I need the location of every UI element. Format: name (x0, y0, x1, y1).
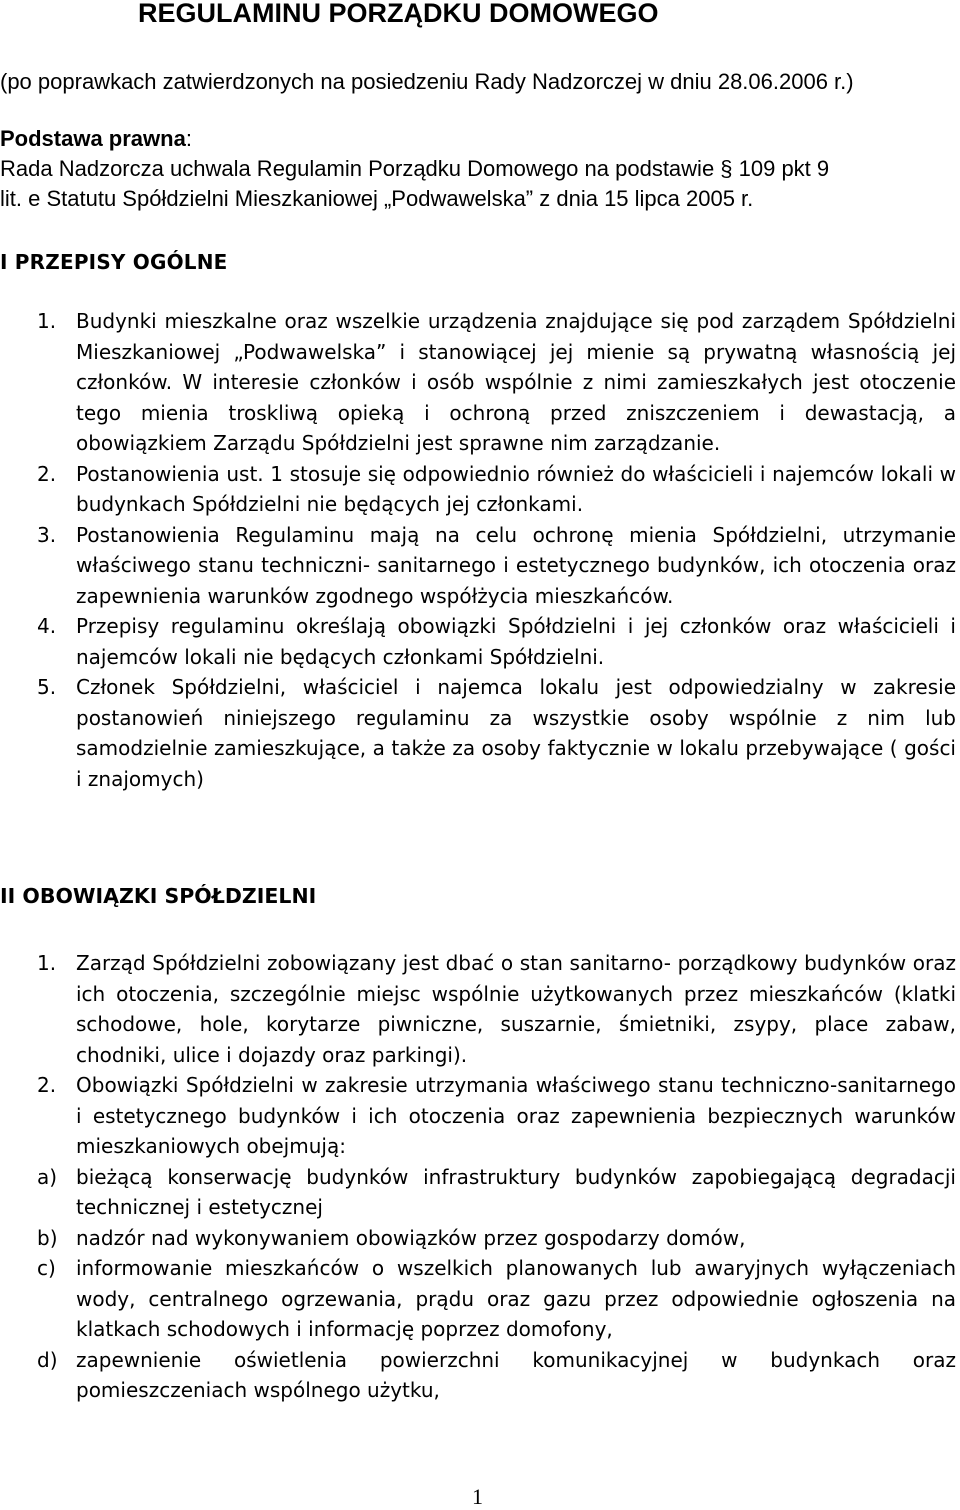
list-item-text: Przepisy regulaminu określają obowiązki Spółdzielni i jej członków oraz właścicieli i najemców lokali nie będących członkami Spółdzielni. (76, 614, 956, 669)
list-item-number: 4. (37, 614, 57, 638)
list-item-letter: c) (37, 1256, 56, 1280)
page-number: 1 (472, 1484, 483, 1509)
list-item-letter: a) (37, 1164, 58, 1189)
list-item-text: nadzór nad wykonywaniem obowiązków przez gospodarzy domów, (76, 1225, 746, 1250)
list-item-text: zapewnienie oświetlenia powierzchni komunikacyjnej w budynkach oraz pomieszczeniach wspólnego użytku, (76, 1347, 956, 1402)
list-item (0, 520, 956, 612)
document-subtitle: (po poprawkach zatwierdzonych na posiedzeniu Rady Nadzorczej w dniu 28.06.2006 r.) (0, 69, 854, 94)
list-item-text: bieżącą konserwację budynków infrastruktury budynków zapobiegającą degradacji technicznej i estetycznej (76, 1164, 956, 1219)
list-item-letter: d) (37, 1347, 58, 1372)
list-item-text: informowanie mieszkańców o wszelkich planowanych lub awaryjnych wyłączeniach wody, centralnego ogrzewania, prądu oraz gazu przez odpowiednie ogłoszenia na klatkach schodowych i informację poprzez domofony, (76, 1256, 956, 1341)
section-1-list (0, 306, 956, 794)
section-1-heading: I PRZEPISY OGÓLNE (0, 250, 228, 274)
section-2-heading: II OBOWIĄZKI SPÓŁDZIELNI (0, 884, 317, 908)
list-item-text: Postanowienia Regulaminu mają na celu ochronę mienia Spółdzielni, utrzymanie właściwego stanu techniczni- sanitarnego i estetycznego budynków, ich otoczenia oraz zapewnienia warunków zgodnego współżycia mieszkańców. (76, 522, 956, 608)
list-item-text: Obowiązki Spółdzielni w zakresie utrzymania właściwego stanu techniczno-sanitarnego i estetycznego budynków i ich otoczenia oraz zapewnienia bezpiecznych warunków mieszkaniowych obejmują: (76, 1073, 956, 1158)
list-item-number: 2. (37, 1073, 57, 1097)
legal-basis-line-2: lit. e Statutu Spółdzielni Mieszkaniowej „Podwawelska” z dnia 15 lipca 2005 r. (0, 186, 754, 211)
list-item-number: 3. (37, 522, 57, 547)
legal-basis-heading-text: Podstawa prawna (0, 126, 186, 151)
list-item (0, 306, 956, 459)
list-item (0, 1070, 956, 1162)
list-item (0, 1253, 956, 1345)
list-item-text: Członek Spółdzielni, właściciel i najemca lokalu jest odpowiedzialny w zakresie postanowień niniejszego regulaminu za wszystkie osoby wspólnie z nim lub samodzielnie zamieszkujące, a także za osoby faktycznie w lokalu przebywające ( gości i znajomych) (76, 675, 956, 791)
list-item-letter: b) (37, 1225, 58, 1250)
legal-basis-line-1: Rada Nadzorcza uchwala Regulamin Porządku Domowego na podstawie § 109 pkt 9 (0, 156, 830, 181)
section-2-list (0, 948, 956, 1406)
list-item-text: Postanowienia ust. 1 stosuje się odpowiednio również do właścicieli i najemców lokali w budynkach Spółdzielni nie będących jej członkami. (76, 461, 956, 516)
list-item-number: 5. (37, 675, 57, 699)
list-item-text: Zarząd Spółdzielni zobowiązany jest dbać o stan sanitarno- porządkowy budynków oraz ich otoczenia, szczególnie miejsc wspólnie użytkowanych przez mieszkańców (klatki schodowe, hole, korytarze piwniczne, suszarnie, śmietniki, zsypy, place zabaw, chodniki, ulice i dojazdy oraz parkingi). (76, 951, 956, 1067)
list-item-number: 1. (37, 309, 57, 333)
document-title: REGULAMINU PORZĄDKU DOMOWEGO (138, 0, 659, 28)
list-item (0, 948, 956, 1070)
list-item (0, 611, 956, 672)
list-item (0, 1223, 956, 1254)
list-item-text: Budynki mieszkalne oraz wszelkie urządzenia znajdujące się pod zarządem Spółdzielni Mieszkaniowej „Podwawelska” i stanowiącej jej mienie są prywatną własnością jej członków. W interesie członków i osób wspólnie z nimi zamieszkałych jest otoczenie tego mienia troskliwą opieką i ochroną przed zniszczeniem i dewastacją, a obowiązkiem Zarządu Spółdzielni jest sprawne nim zarządzanie. (76, 309, 956, 455)
list-item (0, 672, 956, 794)
list-item-number: 1. (37, 951, 57, 975)
list-item-number: 2. (37, 461, 57, 486)
list-item (0, 1162, 956, 1223)
legal-basis-heading-colon: : (185, 126, 192, 151)
legal-basis-heading (0, 124, 192, 154)
list-item (0, 459, 956, 520)
list-item (0, 1345, 956, 1406)
